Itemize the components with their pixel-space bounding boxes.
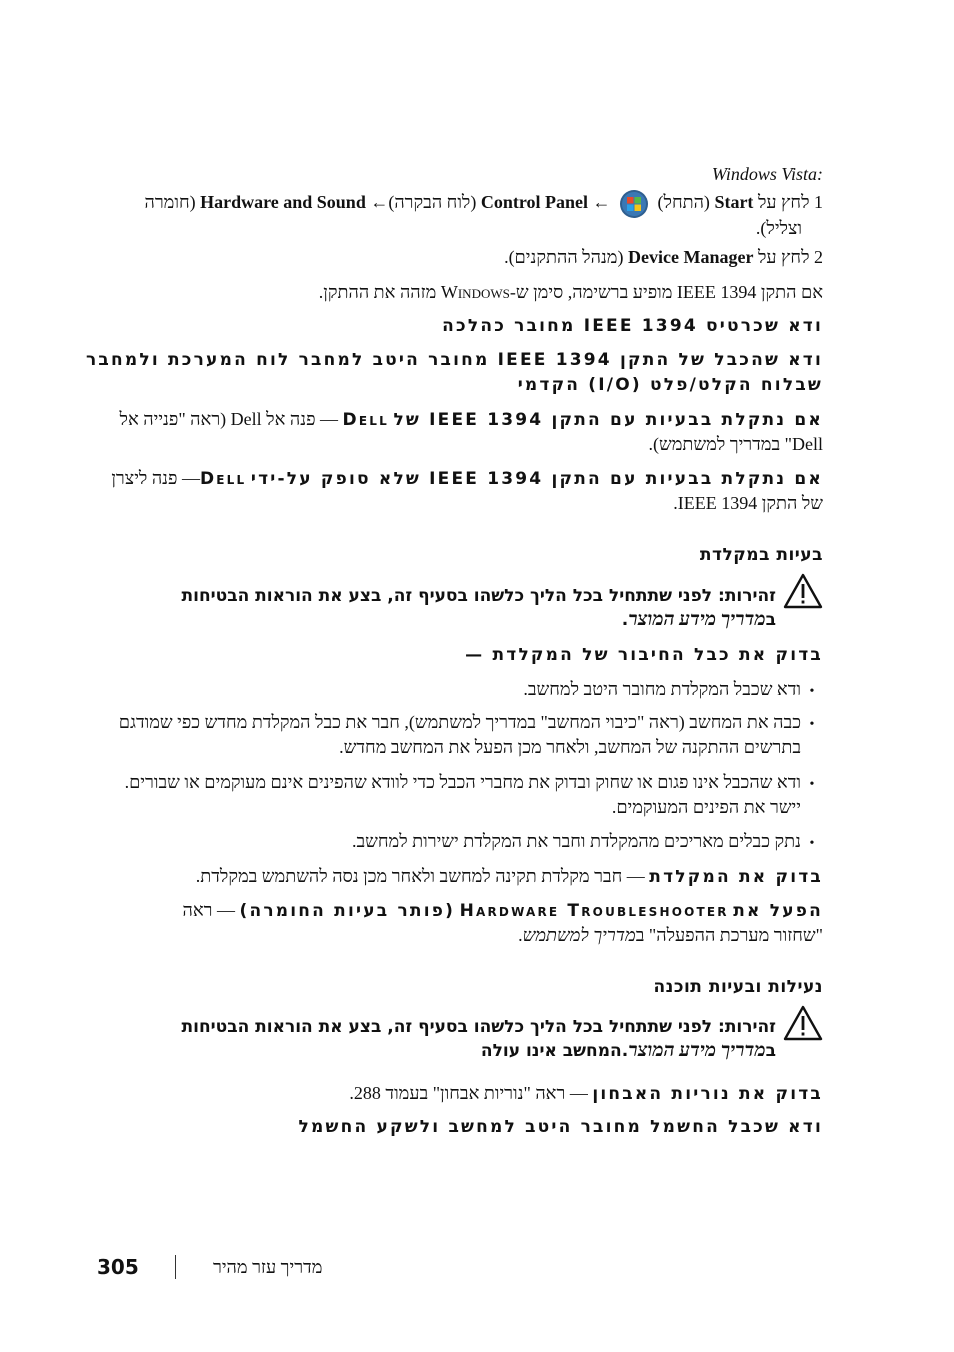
- bullet-item: •כבה את המחשב (ראה "כיבוי המחשב" במדריך למשתמש), חבר את כבל המקלדת מחדש כפי שמודגם: [119, 710, 823, 737]
- warning-icon: [783, 573, 823, 609]
- nondell-problem-line-2: של התקן IEEE 1394.: [673, 493, 823, 513]
- windows-start-icon: [619, 189, 649, 219]
- status-line: אם התקן IEEE 1394 מופיע ברשימה, סימן ש-Windows מזהה את ההתקן.: [318, 282, 823, 302]
- bullet-icon: •: [809, 777, 815, 792]
- dell-problem-line-2: Dell" במדריך למשתמש).: [648, 434, 823, 454]
- bullet-item-cont: בתרשים ההתקנה של המחשב, ולאחר מכן הפעל את המחשב מחדש.: [339, 737, 801, 757]
- lockups-section-title: נעילות ובעיות תוכנה: [653, 977, 823, 997]
- bullet-icon: •: [809, 684, 815, 699]
- bullet-item: •ודא שכבל המקלדת מחובר היטב למחשב.: [523, 677, 823, 704]
- power-cable-heading: ודא שכבל החשמל מחובר היטב למחשב ולשקע החשמל: [298, 1117, 823, 1137]
- dell-problem-line: אם נתקלת בבעיות עם התקן IEEE 1394 של Dell — פנה אל Dell (ראה "פנייה אל: [119, 409, 823, 430]
- lockups-warning: זהירות: לפני שתתחיל בכל הליך כלשהו בסעיף זה, בצע את הוראות הבטיחות: [181, 1017, 776, 1037]
- warning-icon: [783, 1005, 823, 1041]
- check-card-heading: ודא שכרטיס IEEE 1394 מחובר כהלכה: [442, 316, 823, 336]
- keyboard-section-title: בעיות במקלדת: [699, 545, 823, 565]
- lockups-warning-ref: במדריך מידע המוצר.המחשב אינו עולה: [480, 1040, 776, 1061]
- troubleshooter-line: הפעל את Hardware Troubleshooter (פותר בעיות החומרה) — ראה: [182, 900, 823, 921]
- step-1-cont: וצליל).: [755, 218, 802, 238]
- bullet-icon: •: [809, 836, 815, 851]
- page-number: 305: [97, 1255, 139, 1279]
- nondell-problem-line: אם נתקלת בבעיות עם התקן IEEE 1394 שלא סופק על-ידי Dell— פנה ליצרן: [111, 468, 823, 489]
- keyboard-warning: זהירות: לפני שתתחיל בכל הליך כלשהו בסעיף זה, בצע את הוראות הבטיחות: [181, 586, 776, 606]
- step-1: 1 לחץ על Start (התחל) ← Control Panel (לוח הבקרה)← Hardware and Sound (חומרה: [144, 189, 823, 219]
- troubleshooter-line-2: "שחזור מערכת ההפעלה" במדריך למשתמש.: [518, 925, 823, 945]
- footer-title: מדריך עזר מהיר: [213, 1257, 323, 1277]
- check-cable-heading-2: שבלוח הקלט/פלט (I/O) הקדמי: [517, 375, 823, 395]
- footer-divider: [175, 1255, 176, 1279]
- bullet-item-cont: יישר את הפינים המעוקמים.: [611, 797, 801, 817]
- diag-lights-line: בדוק את נוריות האבחון — ראה "נוריות אבחון" בעמוד 288.: [349, 1083, 823, 1104]
- step-2: 2 לחץ על Device Manager (מנהל ההתקנים).: [504, 247, 823, 267]
- check-keyboard-line: בדוק את המקלדת — חבר מקלדת תקינה למחשב ולאחר מכן נסה להשתמש במקלדת.: [195, 866, 823, 887]
- keyboard-warning-ref: במדריך מידע המוצר.: [621, 609, 776, 630]
- bullet-icon: •: [809, 717, 815, 732]
- check-kbd-cable-heading: בדוק את כבל החיבור של המקלדת —: [465, 645, 823, 665]
- check-cable-heading-1: ודא שהכבל של התקן IEEE 1394 מחובר היטב למחבר לוח המערכת ולמחבר: [85, 350, 823, 370]
- bullet-item: •נתק כבלים מאריכים מהמקלדת וחבר את המקלדת ישירות למחשב.: [352, 829, 823, 856]
- bullet-item: •ודא שהכבל אינו פגום או שחוק ובדוק את מחברי הכבל כדי לוודא שהפינים אינם מעוקמים או שבורים.: [125, 770, 823, 797]
- vista-label: :Windows Vista: [711, 164, 823, 184]
